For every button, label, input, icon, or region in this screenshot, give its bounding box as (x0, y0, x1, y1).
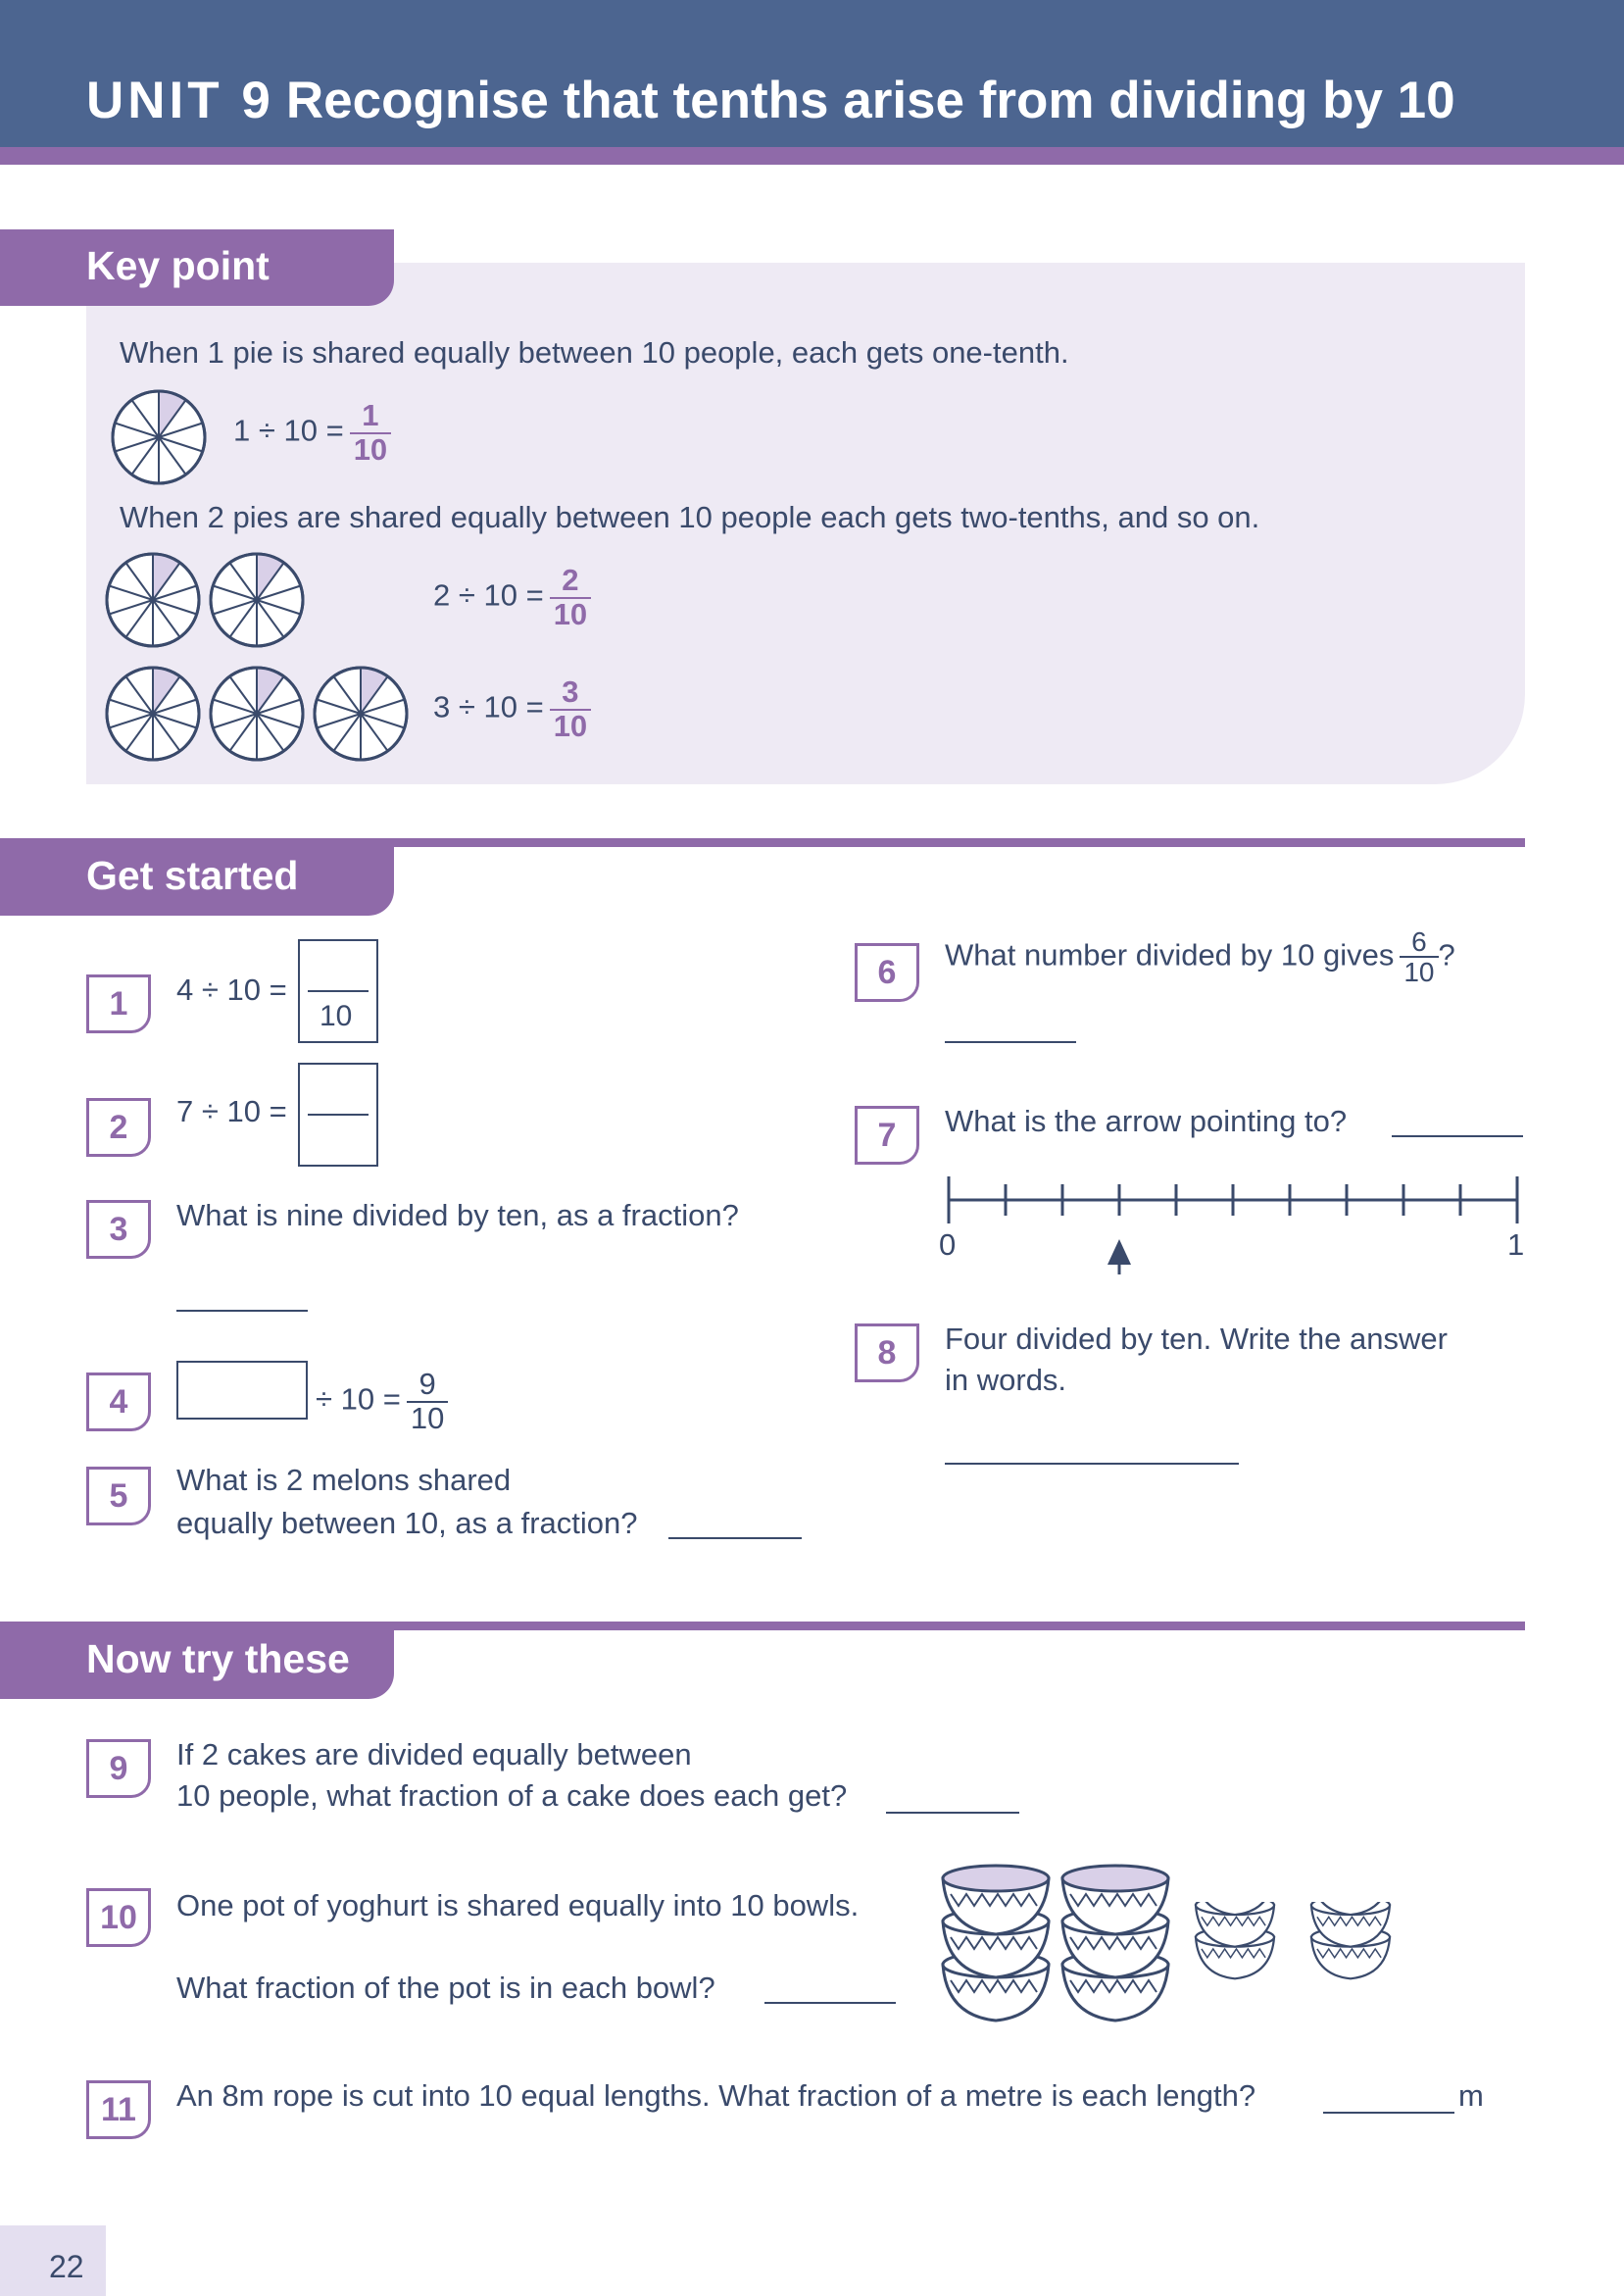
q5-line-1: What is 2 melons shared (176, 1463, 512, 1497)
pie-icon (208, 551, 306, 649)
question-number-11: 11 (86, 2080, 151, 2139)
eq-1-expr: 1 ÷ 10 = (233, 413, 344, 448)
question-number-6: 6 (855, 943, 919, 1002)
q7-answer-line[interactable] (1392, 1135, 1523, 1137)
question-number-9: 9 (86, 1739, 151, 1798)
q1-fraction-bar (308, 990, 369, 992)
pie-icon (110, 388, 208, 486)
q9-line-1: If 2 cakes are divided equally between (176, 1737, 692, 1772)
q2-fraction-bar (308, 1114, 369, 1116)
eq-2-den: 10 (553, 596, 588, 631)
number-line-label-0: 0 (939, 1227, 957, 1262)
q6-den: 10 (1403, 957, 1435, 988)
q8-line-1: Four divided by ten. Write the answer (945, 1322, 1448, 1356)
q1-expression: 4 ÷ 10 = (176, 973, 287, 1007)
q4-answer-box[interactable] (176, 1361, 308, 1420)
get-started-heading: Get started (0, 839, 394, 916)
q10-answer-line[interactable] (764, 2002, 896, 2004)
unit-title: Recognise that tenths arise from dividing by 10 (285, 72, 1455, 129)
question-number-2: 2 (86, 1098, 151, 1157)
bowl-stack-icon (1057, 1859, 1174, 2025)
bowl-stack-icon (937, 1859, 1055, 2025)
q2-expression: 7 ÷ 10 = (176, 1094, 287, 1128)
now-try-heading: Now try these (0, 1622, 394, 1699)
eq-1-fraction (350, 400, 391, 466)
question-number-4: 4 (86, 1373, 151, 1431)
q6-fraction (1400, 927, 1438, 987)
eq-1-num: 1 (350, 400, 391, 434)
number-line-label-1: 1 (1507, 1227, 1525, 1262)
key-point-heading: Key point (0, 229, 394, 306)
page-title (86, 71, 1455, 130)
q8-line-2: in words. (945, 1363, 1067, 1397)
header-stripe (0, 147, 1624, 165)
question-number-1: 1 (86, 974, 151, 1033)
key-point-line-1: When 1 pie is shared equally between 10 people, each gets one-tenth. (120, 335, 1069, 370)
eq-3-den: 10 (553, 708, 588, 743)
q1-denominator: 10 (320, 1000, 353, 1032)
q4-fraction (407, 1369, 448, 1434)
pie-icon (104, 665, 202, 763)
q6-question: What number divided by 10 gives (945, 937, 1395, 973)
eq-3-fraction (550, 676, 591, 742)
q11-answer-line[interactable] (1323, 2112, 1454, 2114)
eq-2-fraction (550, 565, 591, 630)
number-line (941, 1167, 1529, 1274)
q8-answer-line[interactable] (945, 1463, 1239, 1465)
q3-text: What is nine divided by ten, as a fraction? (176, 1198, 739, 1232)
eq-2-num: 2 (550, 565, 591, 599)
eq-1-den: 10 (353, 431, 388, 467)
q6-answer-line[interactable] (945, 1041, 1076, 1043)
key-point-eq-1 (233, 400, 391, 466)
arrow-up-icon (1107, 1239, 1131, 1265)
question-number-5: 5 (86, 1467, 151, 1525)
page-number: 22 (0, 2225, 106, 2296)
q6-num: 6 (1400, 927, 1438, 958)
unit-label: UNIT 9 (86, 72, 274, 129)
question-number-3: 3 (86, 1200, 151, 1259)
q4-expression (316, 1369, 448, 1434)
q9-line-2: 10 people, what fraction of a cake does each get? (176, 1778, 848, 1813)
key-point-eq-3 (433, 676, 591, 742)
q10-line-1: One pot of yoghurt is shared equally into 10 bowls. (176, 1888, 860, 1922)
pie-icon (208, 665, 306, 763)
eq-3-expr: 3 ÷ 10 = (433, 689, 544, 724)
q3-answer-line[interactable] (176, 1310, 308, 1312)
q4-expr: ÷ 10 = (316, 1381, 401, 1417)
q5-answer-line[interactable] (668, 1537, 802, 1539)
q10-line-2: What fraction of the pot is in each bowl? (176, 1971, 715, 2005)
question-number-10: 10 (86, 1888, 151, 1947)
eq-2-expr: 2 ÷ 10 = (433, 577, 544, 613)
pie-icon (104, 551, 202, 649)
eq-3-num: 3 (550, 676, 591, 711)
q4-den: 10 (410, 1400, 445, 1435)
q6-suffix: ? (1438, 937, 1455, 973)
q6-text (945, 927, 1455, 987)
question-number-7: 7 (855, 1106, 919, 1165)
q11-unit: m (1458, 2078, 1484, 2113)
bowl-stack-icon (1176, 1902, 1294, 2025)
q9-answer-line[interactable] (886, 1812, 1019, 1814)
q4-num: 9 (407, 1369, 448, 1403)
key-point-line-2: When 2 pies are shared equally between 10 people each gets two-tenths, and so on. (120, 500, 1260, 534)
pie-icon (312, 665, 410, 763)
q5-line-2: equally between 10, as a fraction? (176, 1506, 638, 1540)
q11-text: An 8m rope is cut into 10 equal lengths. What fraction of a metre is each length? (176, 2078, 1256, 2113)
bowl-stack-icon (1292, 1902, 1409, 2025)
question-number-8: 8 (855, 1323, 919, 1382)
q7-text: What is the arrow pointing to? (945, 1104, 1348, 1138)
key-point-eq-2 (433, 565, 591, 630)
